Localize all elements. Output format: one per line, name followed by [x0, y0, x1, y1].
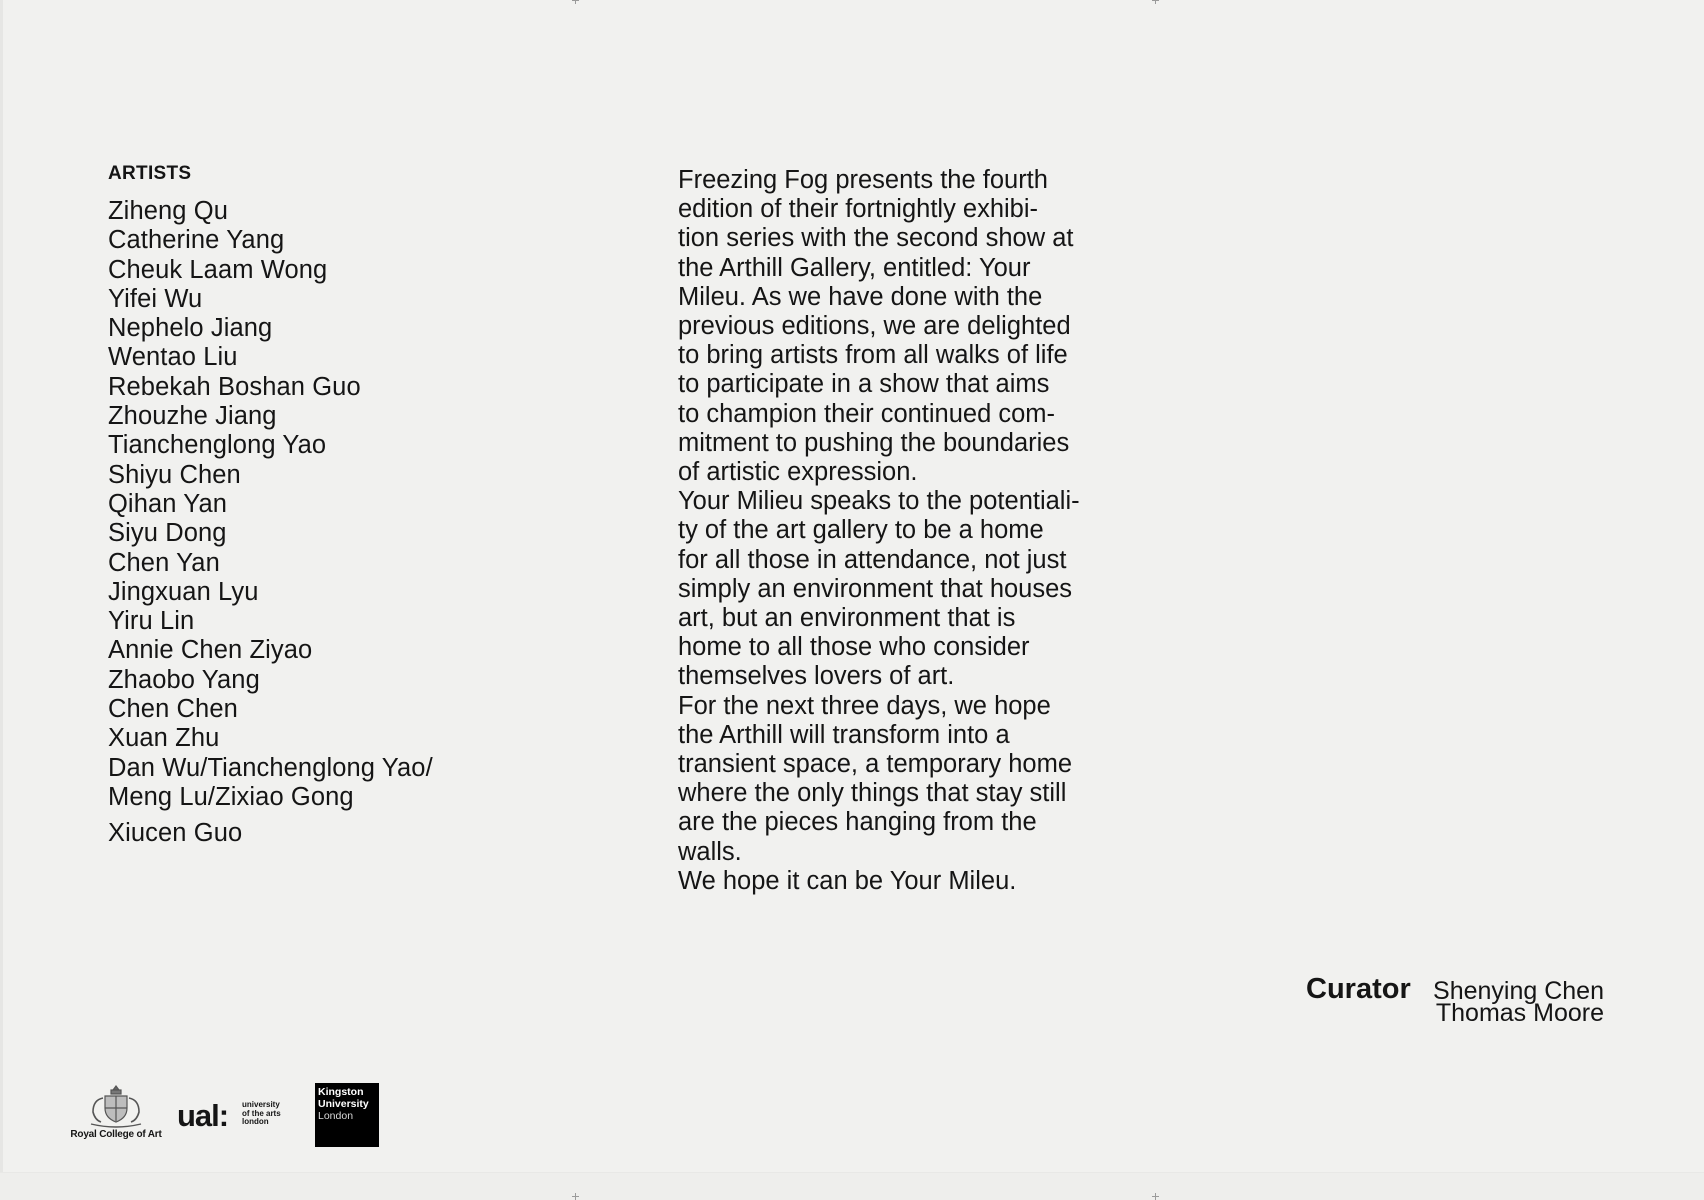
crest-icon	[85, 1082, 147, 1128]
artist-name: Zhaobo Yang	[108, 665, 260, 694]
partner-logos	[58, 1068, 388, 1152]
curator-name: Shenying Chen	[1433, 977, 1604, 1005]
artist-name: Yifei Wu	[108, 284, 203, 313]
artist-name: Tianchenglong Yao	[108, 431, 327, 460]
artist-name: Dan Wu/Tianchenglong Yao/	[108, 753, 433, 782]
artist-name: Shiyu Chen	[108, 460, 241, 489]
crop-mark	[572, 0, 579, 4]
artist-name: Rebekah Boshan Guo	[108, 372, 361, 401]
kingston-university-logo	[315, 1083, 379, 1147]
artist-name: Nephelo Jiang	[108, 314, 273, 343]
artists-list	[108, 197, 433, 849]
artist-name: Yiru Lin	[108, 607, 195, 636]
curator-names	[1433, 977, 1604, 1027]
curator-name: Thomas Moore	[1435, 999, 1604, 1027]
artist-name: Annie Chen Ziyao	[108, 636, 313, 665]
artist-name: Xiucen Guo	[108, 819, 243, 848]
page-edge	[0, 0, 3, 1200]
artist-name: Cheuk Laam Wong	[108, 255, 328, 284]
crop-mark	[1152, 0, 1159, 4]
royal-college-of-art-logo	[66, 1082, 166, 1146]
artist-name: Jingxuan Lyu	[108, 577, 259, 606]
kingston-line: Kingston	[318, 1086, 364, 1098]
curator-label: Curator	[1306, 973, 1411, 1005]
ual-line: of the arts	[242, 1108, 281, 1118]
rca-wordmark: Royal College of Art	[70, 1129, 162, 1140]
artist-name: Siyu Dong	[108, 519, 227, 548]
artist-name: Catherine Yang	[108, 226, 285, 255]
crop-mark	[572, 1193, 579, 1200]
ual-line: university	[242, 1100, 280, 1109]
statement-paragraph: Your Milieu speaks to the potentiali- ty of the art gallery to be a home for all those in attendance, not just simply an environment that houses art, but an environment that is home to all those who consider themselves lovers of art.	[678, 487, 1080, 691]
ual-subtitle	[242, 1101, 281, 1127]
ual-line: london	[242, 1117, 269, 1126]
kingston-line: London	[318, 1110, 354, 1122]
statement-paragraph: We hope it can be Your Mileu.	[678, 866, 1017, 895]
artist-name: Wentao Liu	[108, 343, 238, 372]
artist-name: Zhouzhe Jiang	[108, 402, 277, 431]
curatorial-statement	[678, 166, 1128, 896]
artists-heading: ARTISTS	[108, 163, 192, 184]
artist-name: Meng Lu/Zixiao Gong	[108, 782, 354, 811]
artist-name: Ziheng Qu	[108, 197, 228, 225]
crop-mark	[1152, 1193, 1159, 1200]
bottom-margin	[0, 1172, 1704, 1200]
kingston-line: University	[318, 1098, 369, 1110]
ual-mark: ual:	[177, 1098, 229, 1133]
artist-name: Chen Yan	[108, 548, 220, 577]
artist-name: Chen Chen	[108, 695, 238, 724]
statement-paragraph: For the next three days, we hope the Arthill will transform into a transient space, a temporary home where the only things that stay still are the pieces hanging from the walls.	[678, 691, 1073, 866]
statement-paragraph: Freezing Fog presents the fourth edition of their fortnightly exhibi- tion series with the second show at the Arthill Gallery, entitled: Your Mileu. As we have done with the previous editions, we are delighted to bring artists from all walks of life to participate in a show that aims to champion their continued com- mitment to pushing the boundaries of artistic expression.	[678, 166, 1074, 487]
artist-name: Qihan Yan	[108, 489, 228, 518]
artist-name: Xuan Zhu	[108, 724, 220, 753]
